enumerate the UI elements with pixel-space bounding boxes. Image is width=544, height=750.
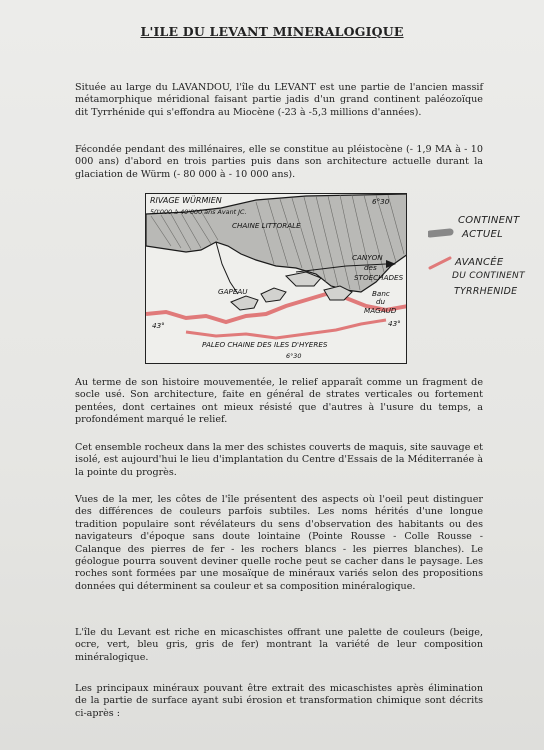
paragraph-2: Fécondée pendant des millénaires, elle se constitue au pléistocène (- 1,9 MA à - 10 000 ans) d'abord en trois parties puis dans son architecture actuelle durant la glaciation de Würm (- 80 000 à - 10 000 ans). — [75, 144, 483, 180]
island-shape — [231, 296, 258, 310]
page-title: L'ILE DU LEVANT MINERALOGIQUE — [140, 24, 404, 39]
paragraph-3: Au terme de son histoire mouvementée, le relief apparaît comme un fragment de socle usé. Son architecture, faite en général de strates verticales ou fortement pentées, dont certaines ont mieux résisté que d'autres à l'usure du temps, a profondément marqué le relief. — [75, 377, 483, 426]
legend-item2-line3: TYRRHENIDE — [454, 286, 518, 297]
map-label-stoechades: STOECHADES — [354, 273, 404, 282]
legend-item2-line2: DU CONTINENT — [452, 271, 525, 281]
map-label-gapeau: GAPEAU — [218, 287, 248, 296]
map-figure — [145, 193, 407, 364]
paragraph-5: Vues de la mer, les côtes de l'île présentent des aspects où l'oeil peut distinguer des différences de couleurs parfois subtiles. Les noms hérités d'une longue tradition populaire sont révélateurs du sens d'observation des habitants ou des navigateurs d'époque sans doute lointaine (Pointe Rousse - Colle Rousse - Calanque des pierres de fer - les rochers blancs - les pierres blanches). Le géologue pourra souvent deviner quelle roche peut se cacher dans le paysage. Les roches sont formées par une mosaïque de minéraux variés selon des propositions données qui déterminent sa couleur et sa composition minéralogique. — [75, 494, 483, 592]
paragraph-7: Les principaux minéraux pouvant être extrait des micaschistes après élimination de la partie de surface ayant subi érosion et transformation chimique sont décrits ci-après : — [75, 683, 483, 719]
paragraph-6: L'île du Levant est riche en micaschistes offrant une palette de couleurs (beige, ocre, vert, bleu gris, gris de fer) montrant la variété de leur composition minéralogique. — [75, 627, 483, 663]
map-label-des: des — [364, 263, 377, 272]
map-label-lat-right: 43° — [388, 319, 401, 328]
island-shape — [261, 288, 286, 302]
legend-item1-line2: ACTUEL — [462, 229, 503, 240]
map-label-longitude-bottom: 6°30 — [286, 352, 302, 360]
map-label-age: 50'000 à 40'000 ans Avant JC. — [150, 208, 247, 216]
map-label-lat-left: 43° — [152, 321, 165, 330]
legend-item1-line1: CONTINENT — [458, 215, 520, 226]
paragraph-1: Située au large du LAVANDOU, l'île du LEVANT est une partie de l'ancien massif métamorphique méridional faisant partie jadis d'un grand continent paléozoïque dit Tyrrhénide qui s'effondra au Miocène (-23 à -5,3 millions d'années). — [75, 82, 483, 118]
legend-swatch-current — [430, 232, 450, 234]
paragraph-4: Cet ensemble rocheux dans la mer des schistes couverts de maquis, site sauvage et isolé, est aujourd'hui le lieu d'implantation du Centre d'Essais de la Méditerranée à la pointe du progrès. — [75, 442, 483, 478]
map-legend-swatches — [428, 222, 454, 292]
map-label-longitude-top: 6°30 — [372, 197, 390, 206]
legend-item2-line1: AVANCÉE — [455, 257, 504, 268]
map-label-banc: Banc — [372, 289, 390, 298]
map-label-canyon: CANYON — [352, 253, 383, 262]
map-label-rivage: RIVAGE WÜRMIEN — [150, 196, 222, 205]
map-label-du: du — [376, 297, 386, 306]
map-label-chaine: CHAINE LITTORALE — [232, 221, 301, 230]
paleo-chain-outline — [186, 320, 386, 338]
legend-swatch-tyrrhenide — [430, 258, 450, 268]
map-label-magaud: MAGAUD — [364, 306, 397, 315]
map-label-paleo: PALEO CHAINE DES ILES D'HYERES — [202, 340, 328, 349]
